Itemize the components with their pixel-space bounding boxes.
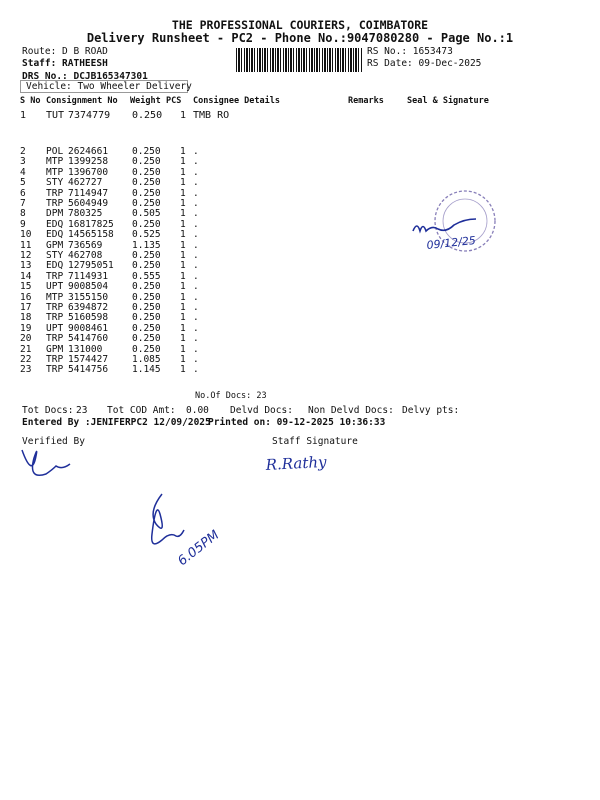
row-code: TRP — [46, 333, 64, 345]
col-consignee: Consignee Details — [193, 96, 280, 106]
table-row — [0, 302, 600, 313]
row-pcs: 1 — [180, 364, 186, 376]
row-sno: 5 — [20, 177, 26, 189]
row-weight: 0.250 — [132, 110, 163, 121]
row-weight: 0.250 — [132, 343, 161, 355]
row-consignee: . — [193, 322, 199, 334]
row-consignment-no: 16817825 — [68, 218, 114, 230]
col-pcs: PCS — [166, 96, 182, 106]
staff-label: Staff: RATHEESH — [22, 58, 108, 69]
row-sno: 18 — [20, 312, 32, 324]
row-consignment-no: 2624661 — [68, 146, 109, 157]
row-pcs: 1 — [180, 177, 186, 189]
row-pcs: 1 — [180, 343, 186, 355]
row-code: EDQ — [46, 218, 64, 230]
row-pcs: 1 — [180, 333, 186, 345]
no-of-docs: No.Of Docs: 23 — [195, 391, 267, 401]
row-consignment-no: 736569 — [68, 239, 103, 251]
row-consignment-no: 12795051 — [68, 260, 114, 272]
row-pcs: 1 — [180, 198, 186, 209]
row-pcs: 1 — [180, 110, 187, 121]
row-consignment-no: 780325 — [68, 208, 103, 220]
row-consignment-no: 5160598 — [68, 312, 109, 324]
tot-cod-value: 0.00 — [186, 405, 209, 416]
table-row — [0, 156, 600, 167]
table-row — [0, 208, 600, 219]
row-consignee: . — [193, 333, 199, 345]
row-code: UPT — [46, 281, 64, 293]
company-title: THE PROFESSIONAL COURIERS, COIMBATORE — [171, 18, 429, 32]
staff-signature-label: Staff Signature — [272, 436, 358, 447]
row-weight: 0.250 — [132, 302, 161, 313]
rs-number: RS No.: 1653473 — [367, 46, 453, 57]
row-consignee: . — [193, 312, 199, 324]
row-consignment-no: 5414756 — [68, 364, 109, 376]
row-code: GPM — [46, 343, 64, 355]
row-weight: 0.555 — [132, 270, 161, 282]
row-code: STY — [46, 177, 64, 189]
row-sno: 21 — [20, 343, 32, 355]
table-row — [0, 260, 600, 271]
col-consignment: Consignment No — [46, 96, 118, 106]
table-row — [0, 250, 600, 261]
row-code: TRP — [46, 270, 64, 282]
row-consignee: . — [193, 354, 199, 365]
row-pcs: 1 — [180, 146, 186, 157]
row-code: UPT — [46, 322, 64, 334]
tot-docs-label: Tot Docs: — [22, 405, 74, 416]
col-weight: Weight — [130, 96, 161, 106]
row-pcs: 1 — [180, 322, 186, 334]
row-consignee: . — [193, 229, 199, 241]
row-consignment-no: 9008461 — [68, 322, 109, 334]
delvd-docs-label: Delvd Docs: — [230, 405, 293, 416]
row-weight: 1.085 — [132, 354, 161, 365]
row-consignment-no: 1574427 — [68, 354, 109, 365]
tot-docs-value: 23 — [76, 405, 88, 416]
row-consignment-no: 14565158 — [68, 229, 114, 241]
row-sno: 23 — [20, 364, 32, 376]
row-sno: 12 — [20, 250, 32, 261]
runsheet-subtitle: Delivery Runsheet - PC2 - Phone No.:9047080280 - Page No.:1 — [86, 31, 514, 45]
table-row — [0, 229, 600, 240]
row-code: TRP — [46, 364, 64, 376]
tot-cod-label: Tot COD Amt: — [107, 405, 176, 416]
row-weight: 0.250 — [132, 312, 161, 324]
drs-number: DRS No.: DCJB165347301 — [22, 71, 148, 82]
row-weight: 0.250 — [132, 198, 161, 209]
row-sno: 11 — [20, 239, 32, 251]
delivery-stamp-signature — [395, 185, 505, 265]
table-row — [0, 167, 600, 178]
verified-by-label: Verified By — [22, 436, 85, 447]
row-consignee: . — [193, 281, 199, 293]
verified-by-signature — [18, 444, 78, 480]
row-code: TRP — [46, 302, 64, 313]
row-weight: 1.135 — [132, 239, 161, 251]
row-consignment-no: 462708 — [68, 250, 103, 261]
table-row — [0, 271, 600, 282]
table-row — [0, 188, 600, 199]
table-row — [0, 344, 600, 355]
row-consignee: . — [193, 218, 199, 230]
table-row — [0, 312, 600, 323]
table-row — [0, 281, 600, 292]
row-consignee: . — [193, 260, 199, 272]
row-consignee: . — [193, 239, 199, 251]
row-pcs: 1 — [180, 250, 186, 261]
row-sno: 1 — [20, 110, 27, 121]
table-row — [0, 240, 600, 251]
row-consignee: . — [193, 198, 199, 209]
rs-date: RS Date: 09-Dec-2025 — [367, 58, 482, 69]
row-sno: 14 — [20, 270, 32, 282]
row-weight: 0.250 — [132, 250, 161, 261]
row-weight: 0.250 — [132, 156, 161, 168]
row-sno: 22 — [20, 354, 32, 365]
row-sno: 7 — [20, 198, 26, 209]
table-row — [0, 219, 600, 230]
table-row — [0, 354, 600, 365]
row-consignee: . — [193, 250, 199, 261]
row-weight: 0.250 — [132, 260, 161, 272]
receiver-signature — [140, 488, 250, 578]
row-sno: 16 — [20, 291, 32, 303]
row-code: DPM — [46, 208, 64, 220]
row-consignment-no: 5414760 — [68, 333, 109, 345]
row-weight: 1.145 — [132, 364, 161, 376]
row-consignment-no: 5604949 — [68, 198, 109, 209]
row-consignee: . — [193, 146, 199, 157]
row-consignee: . — [193, 156, 199, 168]
row-code: EDQ — [46, 260, 64, 272]
row-pcs: 1 — [180, 270, 186, 282]
row-weight: 0.250 — [132, 281, 161, 293]
row-pcs: 1 — [180, 239, 186, 251]
row-sno: 20 — [20, 333, 32, 345]
row-consignee: . — [193, 270, 199, 282]
row-sno: 13 — [20, 260, 32, 272]
row-weight: 0.525 — [132, 229, 161, 241]
row-consignment-no: 462727 — [68, 177, 103, 189]
staff-signature-handwriting — [262, 448, 362, 478]
row-consignment-no: 7374779 — [68, 110, 111, 121]
row-pcs: 1 — [180, 166, 186, 178]
row-consignment-no: 7114947 — [68, 187, 109, 199]
row-pcs: 1 — [180, 156, 186, 168]
row-sno: 17 — [20, 302, 32, 313]
row-consignment-no: 131000 — [68, 343, 103, 355]
vehicle-label: Vehicle: Two Wheeler Delivery — [26, 81, 192, 92]
row-weight: 0.505 — [132, 208, 161, 220]
row-consignee: . — [193, 302, 199, 313]
table-row — [0, 110, 600, 121]
col-remarks: Remarks — [348, 96, 384, 106]
barcode — [236, 48, 362, 72]
row-weight: 0.250 — [132, 187, 161, 199]
table-row — [0, 198, 600, 209]
row-weight: 0.250 — [132, 177, 161, 189]
table-row — [0, 146, 600, 157]
row-consignee: . — [193, 177, 199, 189]
row-code: TRP — [46, 198, 64, 209]
table-row — [0, 333, 600, 344]
non-delvd-docs-label: Non Delvd Docs: — [308, 405, 394, 416]
row-sno: 9 — [20, 218, 26, 230]
row-consignment-no: 1399258 — [68, 156, 109, 168]
route-label: Route: D B ROAD — [22, 46, 108, 57]
row-consignee: . — [193, 166, 199, 178]
row-pcs: 1 — [180, 187, 186, 199]
row-code: MTP — [46, 291, 64, 303]
row-weight: 0.250 — [132, 218, 161, 230]
row-pcs: 1 — [180, 281, 186, 293]
row-pcs: 1 — [180, 354, 186, 365]
col-sno: S No — [20, 96, 41, 106]
row-code: TRP — [46, 187, 64, 199]
row-consignee: . — [193, 187, 199, 199]
row-code: MTP — [46, 156, 64, 168]
row-sno: 4 — [20, 166, 26, 178]
row-code: TRP — [46, 354, 64, 365]
row-pcs: 1 — [180, 312, 186, 324]
row-code: MTP — [46, 166, 64, 178]
row-pcs: 1 — [180, 218, 186, 230]
row-consignment-no: 7114931 — [68, 270, 109, 282]
row-pcs: 1 — [180, 208, 186, 220]
table-row — [0, 292, 600, 303]
row-code: POL — [46, 146, 64, 157]
row-code: TRP — [46, 312, 64, 324]
row-consignee: . — [193, 364, 199, 376]
row-pcs: 1 — [180, 229, 186, 241]
row-weight: 0.250 — [132, 166, 161, 178]
seal-date-note: 09/12/25 — [425, 233, 477, 252]
row-consignment-no: 1396700 — [68, 166, 109, 178]
row-code: GPM — [46, 239, 64, 251]
row-weight: 0.250 — [132, 322, 161, 334]
row-sno: 15 — [20, 281, 32, 293]
staff-signature-text: R.Rathy — [265, 452, 327, 474]
table-row — [0, 323, 600, 334]
row-sno: 8 — [20, 208, 26, 220]
row-sno: 2 — [20, 146, 26, 157]
row-code: EDQ — [46, 229, 64, 241]
row-pcs: 1 — [180, 291, 186, 303]
row-sno: 10 — [20, 229, 32, 241]
row-consignee: . — [193, 208, 199, 220]
printed-on: Printed on: 09-12-2025 10:36:33 — [208, 417, 386, 428]
row-weight: 0.250 — [132, 146, 161, 157]
row-pcs: 1 — [180, 302, 186, 313]
row-consignment-no: 3155150 — [68, 291, 109, 303]
row-sno: 3 — [20, 156, 26, 168]
entered-by: Entered By :JENIFERPC2 12/09/2025 — [22, 417, 211, 428]
row-consignee: . — [193, 291, 199, 303]
row-consignment-no: 9008504 — [68, 281, 109, 293]
col-seal-signature: Seal & Signature — [407, 96, 489, 106]
row-sno: 6 — [20, 187, 26, 199]
table-row — [0, 177, 600, 188]
row-pcs: 1 — [180, 260, 186, 272]
table-row — [0, 364, 600, 375]
delvy-pts-label: Delvy pts: — [402, 405, 460, 416]
row-consignee: TMB RO — [193, 110, 230, 121]
row-code: TUT — [46, 110, 65, 121]
row-code: STY — [46, 250, 64, 261]
row-weight: 0.250 — [132, 333, 161, 345]
row-consignee: . — [193, 343, 199, 355]
row-sno: 19 — [20, 322, 32, 334]
row-consignment-no: 6394872 — [68, 302, 109, 313]
row-weight: 0.250 — [132, 291, 161, 303]
receipt-time-note: 6.05PM — [175, 527, 223, 570]
